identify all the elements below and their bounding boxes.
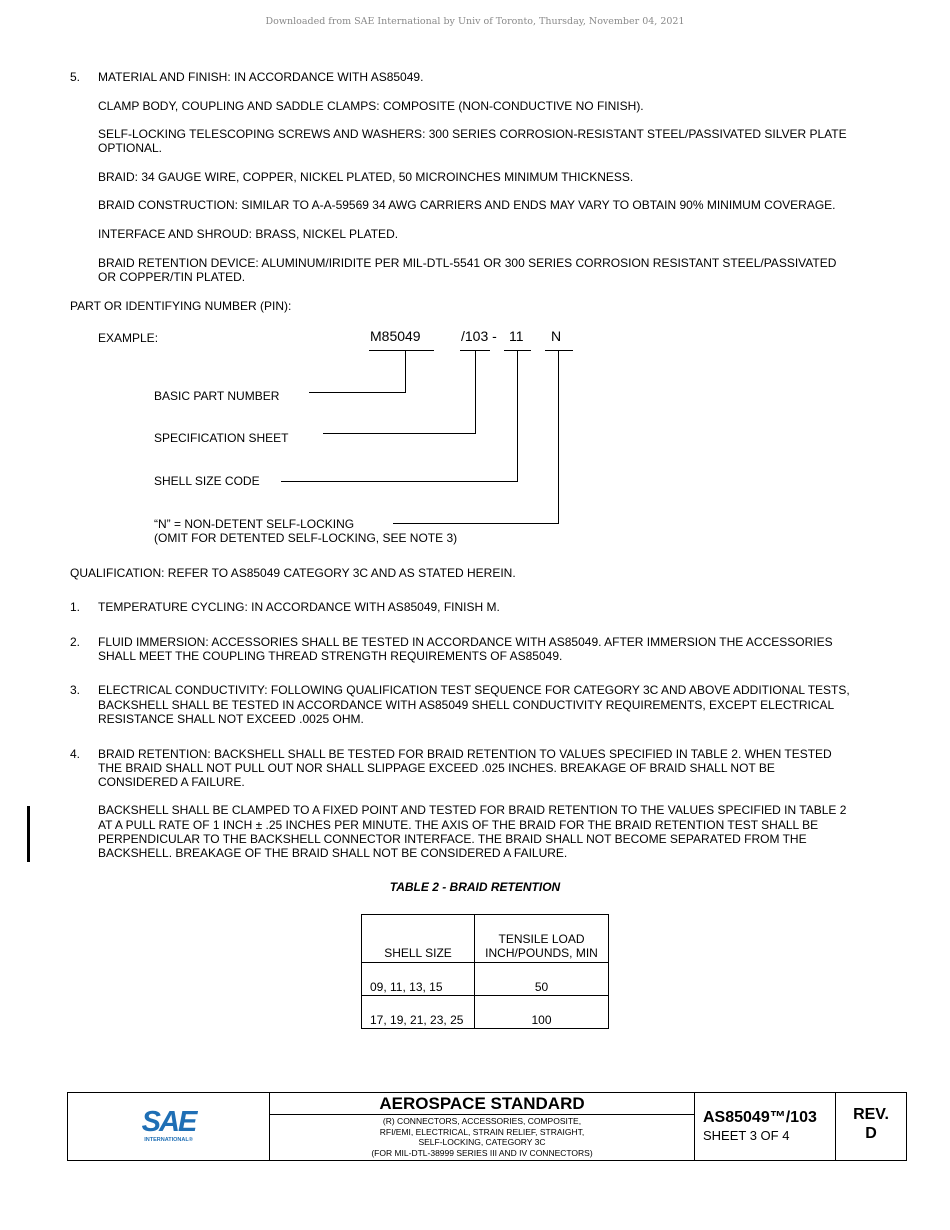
material-heading: MATERIAL AND FINISH: IN ACCORDANCE WITH AS85049. bbox=[98, 70, 424, 84]
description-line: (R) CONNECTORS, ACCESSORIES, COMPOSITE, bbox=[382, 1116, 582, 1126]
title-block bbox=[67, 1092, 907, 1161]
description-line: SELF-LOCKING, CATEGORY 3C bbox=[418, 1137, 546, 1147]
item-line: RESISTANCE SHALL NOT EXCEED .0025 OHM. bbox=[98, 712, 364, 726]
braid-retention-table bbox=[361, 914, 609, 1029]
label-basic-part: BASIC PART NUMBER bbox=[154, 389, 280, 403]
screws-text-line2: OPTIONAL. bbox=[98, 141, 163, 155]
braid-construction-text: BRAID CONSTRUCTION: SIMILAR TO A-A-59569 34 AWG CARRIERS AND ENDS MAY VARY TO OBTAIN 90% MINIMUM COVERAGE. bbox=[98, 198, 836, 212]
example-label: EXAMPLE: bbox=[98, 331, 159, 345]
interface-text: INTERFACE AND SHROUD: BRASS, NICKEL PLATED. bbox=[98, 227, 399, 241]
leader-sheet-vertical bbox=[475, 351, 476, 434]
item-line: BRAID RETENTION: BACKSHELL SHALL BE TESTED FOR BRAID RETENTION TO VALUES SPECIFIED IN TABLE 2. WHEN TESTED bbox=[98, 747, 832, 761]
revision-value: D bbox=[865, 1125, 877, 1142]
pin-code-sheet: /103 - bbox=[461, 328, 497, 344]
header-tensile-load-line2: INCH/POUNDS, MIN bbox=[485, 946, 598, 960]
item-line: ELECTRICAL CONDUCTIVITY: FOLLOWING QUALIFICATION TEST SEQUENCE FOR CATEGORY 3C AND ABOVE ADDITIONAL TESTS, bbox=[98, 683, 850, 697]
table-row bbox=[362, 996, 609, 1029]
label-n-line2: (OMIT FOR DETENTED SELF-LOCKING, SEE NOTE 3) bbox=[154, 531, 458, 545]
header-tensile-load-line1: TENSILE LOAD bbox=[498, 932, 585, 946]
pin-code-base: M85049 bbox=[370, 328, 421, 344]
sae-logo-subtitle: INTERNATIONAL® bbox=[144, 1137, 193, 1143]
underline-base bbox=[369, 350, 434, 351]
item-line: CONSIDERED A FAILURE. bbox=[98, 775, 245, 789]
label-shell-size: SHELL SIZE CODE bbox=[154, 474, 260, 488]
revision-label: REV. bbox=[853, 1106, 889, 1123]
table-row bbox=[362, 963, 609, 996]
pin-code-size: 11 bbox=[509, 328, 524, 344]
download-banner: Downloaded from SAE International by Univ of Toronto, Thursday, November 04, 2021 bbox=[265, 16, 685, 27]
cell-tensile-load: 50 bbox=[475, 963, 609, 996]
item-line: THE BRAID SHALL NOT PULL OUT NOR SHALL SLIPPAGE EXCEED .025 INCHES. BREAKAGE OF BRAID SHALL NOT BE bbox=[98, 761, 775, 775]
clamp-paragraph-line: AT A PULL RATE OF 1 INCH ± .25 INCHES PER MINUTE. THE AXIS OF THE BRAID FOR THE BRAID RETENTION TEST SHALL BE bbox=[98, 818, 819, 832]
description-line: RFI/EMI, ELECTRICAL, STRAIN RELIEF, STRAIGHT, bbox=[379, 1126, 585, 1137]
leader-size-vertical bbox=[517, 351, 518, 482]
pin-code-lock: N bbox=[551, 328, 562, 344]
underline-lock bbox=[545, 350, 573, 351]
item-line: FLUID IMMERSION: ACCESSORIES SHALL BE TESTED IN ACCORDANCE WITH AS85049. AFTER IMMERSION THE ACCESSORIES bbox=[98, 635, 833, 649]
cell-shell-size: 09, 11, 13, 15 bbox=[362, 963, 475, 996]
retention-device-line2: OR COPPER/TIN PLATED. bbox=[98, 270, 246, 284]
standard-description bbox=[270, 1116, 694, 1158]
item-number: 4. bbox=[70, 747, 81, 761]
section-number: 5. bbox=[70, 70, 81, 84]
label-spec-sheet: SPECIFICATION SHEET bbox=[154, 431, 289, 445]
description-line: (FOR MIL-DTL-38999 SERIES III AND IV CONNECTORS) bbox=[371, 1147, 593, 1158]
retention-device-line1: BRAID RETENTION DEVICE: ALUMINUM/IRIDITE PER MIL-DTL-5541 OR 300 SERIES CORROSION RESISTANT STEEL/PASSIVATED bbox=[98, 256, 837, 270]
item-line: BACKSHELL SHALL BE TESTED IN ACCORDANCE WITH AS85049 SHELL CONDUCTIVITY REQUIREMENTS, EXCEPT ELECTRICAL bbox=[98, 698, 835, 712]
leader-sheet-horizontal bbox=[323, 433, 476, 434]
leader-base-vertical bbox=[405, 351, 406, 393]
document-number-cell bbox=[695, 1093, 836, 1160]
pin-heading: PART OR IDENTIFYING NUMBER (PIN): bbox=[70, 299, 292, 313]
screws-text-line1: SELF-LOCKING TELESCOPING SCREWS AND WASHERS: 300 SERIES CORROSION-RESISTANT STEEL/PASSIVATED SILVER PLATE bbox=[98, 127, 847, 141]
item-line: TEMPERATURE CYCLING: IN ACCORDANCE WITH AS85049, FINISH M. bbox=[98, 600, 500, 614]
qualification-heading: QUALIFICATION: REFER TO AS85049 CATEGORY 3C AND AS STATED HEREIN. bbox=[70, 566, 516, 580]
sheet-number: SHEET 3 OF 4 bbox=[703, 1128, 790, 1143]
logo-cell bbox=[68, 1093, 270, 1160]
clamp-paragraph-line: BACKSHELL. BREAKAGE OF THE BRAID SHALL NOT BE CONSIDERED A FAILURE. bbox=[98, 846, 568, 860]
label-n-line1: “N” = NON-DETENT SELF-LOCKING bbox=[154, 517, 355, 531]
clamp-paragraph-line: BACKSHELL SHALL BE CLAMPED TO A FIXED POINT AND TESTED FOR BRAID RETENTION TO THE VALUES SPECIFIED IN TABLE 2 bbox=[98, 803, 847, 817]
braid-text: BRAID: 34 GAUGE WIRE, COPPER, NICKEL PLATED, 50 MICROINCHES MINIMUM THICKNESS. bbox=[98, 170, 634, 184]
sae-logo: SAE bbox=[141, 1106, 196, 1138]
leader-lock-vertical bbox=[558, 351, 559, 524]
leader-lock-horizontal bbox=[393, 523, 559, 524]
leader-base-horizontal bbox=[309, 392, 406, 393]
description-cell bbox=[270, 1093, 695, 1160]
item-number: 2. bbox=[70, 635, 81, 649]
item-number: 3. bbox=[70, 683, 81, 697]
document-number: AS85049™/103 bbox=[703, 1109, 817, 1126]
clamp-paragraph-line: PERPENDICULAR TO THE BACKSHELL CONNECTOR INTERFACE. THE BRAID SHALL NOT BECOME SEPARATED FROM THE bbox=[98, 832, 807, 846]
revision-change-bar bbox=[27, 806, 30, 862]
header-tensile-load bbox=[475, 915, 609, 963]
header-shell-size: SHELL SIZE bbox=[362, 915, 475, 963]
standard-title: AEROSPACE STANDARD bbox=[270, 1093, 694, 1115]
item-number: 1. bbox=[70, 600, 81, 614]
cell-shell-size: 17, 19, 21, 23, 25 bbox=[362, 996, 475, 1029]
clamp-body-text: CLAMP BODY, COUPLING AND SADDLE CLAMPS: COMPOSITE (NON-CONDUCTIVE NO FINISH). bbox=[98, 99, 644, 113]
cell-tensile-load: 100 bbox=[475, 996, 609, 1029]
item-line: SHALL MEET THE COUPLING THREAD STRENGTH REQUIREMENTS OF AS85049. bbox=[98, 649, 563, 663]
revision-cell bbox=[836, 1093, 906, 1160]
table-title: TABLE 2 - BRAID RETENTION bbox=[389, 880, 561, 894]
leader-size-horizontal bbox=[281, 481, 518, 482]
